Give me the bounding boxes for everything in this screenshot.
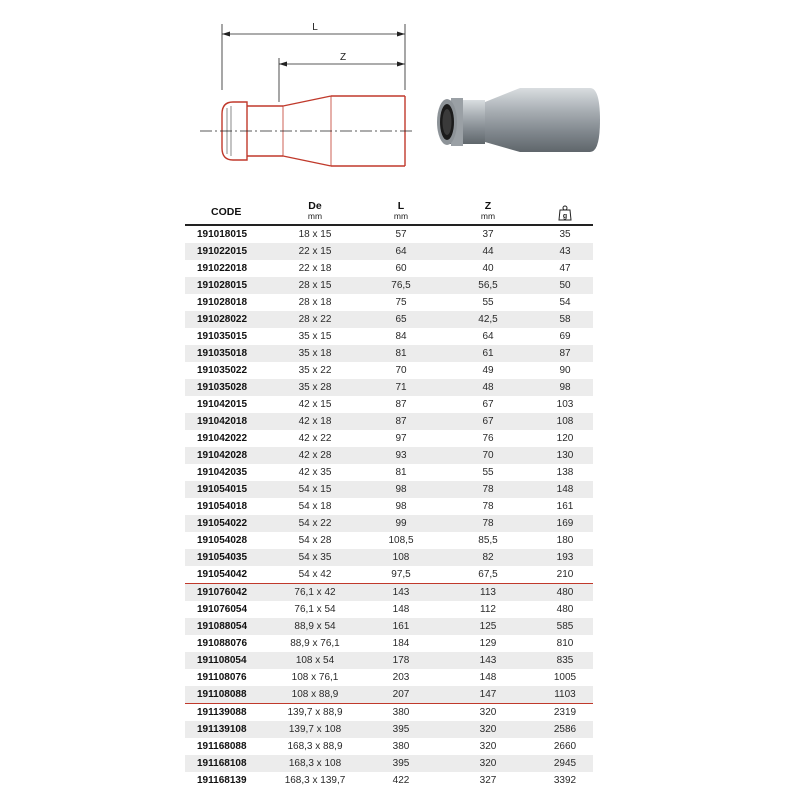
cell-code: 191028022: [185, 311, 267, 328]
cell-de: 22 x 18: [298, 263, 332, 274]
table-row: [185, 601, 593, 618]
cell-l: 70: [395, 365, 407, 376]
table-row: [185, 362, 593, 379]
cell-z: 113: [439, 584, 537, 602]
cell-l: 71: [363, 379, 439, 396]
cell-code: 191054035: [185, 549, 267, 566]
technical-drawing: [195, 18, 415, 178]
cell-de: 54 x 15: [267, 481, 363, 498]
cell-code: 191022015: [185, 243, 267, 260]
cell-z: 76: [482, 433, 494, 444]
cell-z: 320: [439, 755, 537, 772]
cell-z: 48: [439, 379, 537, 396]
cell-de: 35 x 28: [267, 379, 363, 396]
cell-weight: 810: [556, 638, 574, 649]
cell-z: 327: [479, 775, 497, 786]
cell-code: 191035018: [185, 345, 267, 362]
cell-de: 88,9 x 54: [267, 618, 363, 635]
cell-z: 42,5: [439, 311, 537, 328]
table-row: [185, 669, 593, 686]
table-row: [185, 481, 593, 498]
cell-code: 191088054: [185, 618, 267, 635]
cell-l: 81: [363, 345, 439, 362]
cell-z: 78: [439, 481, 537, 498]
cell-de: 76,1 x 54: [294, 604, 336, 615]
cell-weight: 2945: [537, 755, 593, 772]
table-row: [185, 635, 593, 652]
cell-de: 35 x 15: [298, 331, 332, 342]
cell-weight: 87: [537, 345, 593, 362]
cell-l: 84: [395, 331, 407, 342]
cell-weight: 585: [537, 618, 593, 635]
cell-z: 67,5: [478, 569, 498, 580]
cell-l: 395: [363, 755, 439, 772]
cell-z: 147: [439, 686, 537, 704]
cell-l: 97,5: [391, 569, 411, 580]
cell-de: 54 x 35: [267, 549, 363, 566]
cell-code: 191042018: [185, 413, 267, 430]
cell-de: 54 x 22: [267, 515, 363, 532]
cell-z: 82: [439, 549, 537, 566]
cell-de: 54 x 42: [298, 569, 332, 580]
cell-code: 191168088: [197, 741, 247, 752]
cell-z: 67: [439, 413, 537, 430]
cell-z: 78: [439, 515, 537, 532]
table-row: [185, 277, 593, 294]
table-row: [185, 532, 593, 549]
cell-weight: 1005: [553, 672, 577, 683]
cell-z: 125: [439, 618, 537, 635]
table-row: [185, 447, 593, 464]
table-row: [185, 379, 593, 396]
table-body: [185, 225, 593, 789]
cell-code: 191042015: [197, 399, 248, 410]
cell-de: 168,3 x 139,7: [284, 775, 346, 786]
dimensions-table: [185, 190, 593, 789]
table-row: [185, 772, 593, 789]
cell-code: 191042035: [197, 467, 248, 478]
cell-weight: 98: [537, 379, 593, 396]
cell-z: 143: [439, 652, 537, 669]
cell-weight: 47: [559, 263, 571, 274]
cell-l: 380: [392, 741, 410, 752]
cell-de: 54 x 28: [298, 535, 332, 546]
cell-l: 98: [395, 501, 407, 512]
reducer-drawing-svg: [195, 18, 415, 178]
cell-weight: 35: [559, 229, 571, 240]
table-row: [185, 721, 593, 738]
header-weight: [537, 190, 593, 225]
cell-code: 191108088: [185, 686, 267, 704]
cell-z: 56,5: [439, 277, 537, 294]
cell-de: 42 x 28: [267, 447, 363, 464]
cell-l: 60: [395, 263, 407, 274]
cell-z: 40: [482, 263, 494, 274]
cell-z: 320: [479, 741, 497, 752]
table-row: [185, 396, 593, 413]
table-header-row: [185, 190, 593, 225]
table-row: [185, 260, 593, 277]
cell-de: 108 x 76,1: [291, 672, 339, 683]
table-row: [185, 498, 593, 515]
header-l: L mm: [363, 190, 439, 225]
cell-code: 191035015: [197, 331, 248, 342]
cell-weight: 58: [537, 311, 593, 328]
cell-weight: 2660: [553, 741, 577, 752]
cell-de: 22 x 15: [267, 243, 363, 260]
cell-l: 98: [363, 481, 439, 498]
cell-l: 87: [395, 399, 407, 410]
cell-de: 18 x 15: [298, 229, 332, 240]
cell-z: 67: [482, 399, 494, 410]
dimensions-table-container: [185, 190, 593, 789]
table-row: [185, 311, 593, 328]
cell-code: 191139108: [185, 721, 267, 738]
cell-de: 108 x 54: [267, 652, 363, 669]
cell-code: 191018015: [197, 229, 248, 240]
table-row: [185, 704, 593, 722]
cell-code: 191035028: [185, 379, 267, 396]
cell-weight: 180: [556, 535, 574, 546]
cell-l: 81: [395, 467, 407, 478]
cell-l: 108,5: [388, 535, 414, 546]
cell-l: 143: [363, 584, 439, 602]
cell-weight: 480: [556, 604, 574, 615]
cell-weight: 43: [537, 243, 593, 260]
cell-weight: 69: [559, 331, 571, 342]
cell-code: 191054015: [185, 481, 267, 498]
cell-weight: 103: [556, 399, 574, 410]
cell-weight: 120: [556, 433, 574, 444]
cell-weight: 148: [537, 481, 593, 498]
cell-de: 42 x 22: [298, 433, 332, 444]
cell-l: 380: [363, 704, 439, 722]
cell-z: 55: [482, 297, 494, 308]
cell-weight: 835: [537, 652, 593, 669]
cell-code: 191022018: [197, 263, 248, 274]
table-row: [185, 225, 593, 243]
table-row: [185, 328, 593, 345]
cell-weight: 193: [537, 549, 593, 566]
cell-l: 203: [392, 672, 410, 683]
cell-code: 191108054: [185, 652, 267, 669]
dimension-z-label: Z: [339, 52, 347, 63]
cell-de: 88,9 x 76,1: [290, 638, 340, 649]
table-row: [185, 652, 593, 669]
cell-z: 320: [439, 704, 537, 722]
cell-l: 97: [395, 433, 407, 444]
dimension-l-label: L: [312, 22, 318, 33]
cell-code: 191042028: [185, 447, 267, 464]
table-row: [185, 515, 593, 532]
cell-weight: 130: [537, 447, 593, 464]
cell-de: 42 x 35: [298, 467, 332, 478]
table-row: [185, 755, 593, 772]
cell-z: 49: [482, 365, 494, 376]
cell-l: 65: [363, 311, 439, 328]
cell-code: 191076054: [197, 604, 248, 615]
table-row: [185, 243, 593, 260]
cell-de: 35 x 18: [267, 345, 363, 362]
table-row: [185, 549, 593, 566]
cell-code: 191054022: [185, 515, 267, 532]
cell-code: 191042022: [197, 433, 248, 444]
cell-z: 320: [439, 721, 537, 738]
cell-l: 93: [363, 447, 439, 464]
cell-l: 75: [395, 297, 407, 308]
cell-l: 148: [392, 604, 410, 615]
cell-weight: 3392: [553, 775, 577, 786]
cell-l: 99: [363, 515, 439, 532]
cell-z: 148: [479, 672, 497, 683]
cell-code: 191035022: [197, 365, 248, 376]
cell-code: 191088076: [197, 638, 248, 649]
table-row: [185, 618, 593, 635]
cell-z: 78: [482, 501, 494, 512]
cell-z: 64: [482, 331, 494, 342]
table-row: [185, 294, 593, 311]
cell-code: 191028018: [197, 297, 248, 308]
cell-code: 191139088: [185, 704, 267, 722]
cell-z: 55: [482, 467, 494, 478]
table-row: [185, 686, 593, 704]
cell-z: 112: [480, 604, 496, 615]
cell-weight: 108: [537, 413, 593, 430]
weight-unit-label: g: [562, 213, 568, 220]
cell-l: 161: [363, 618, 439, 635]
cell-weight: 169: [537, 515, 593, 532]
cell-l: 178: [363, 652, 439, 669]
cell-l: 207: [363, 686, 439, 704]
cell-weight: 138: [556, 467, 574, 478]
cell-de: 28 x 18: [298, 297, 332, 308]
cell-l: 184: [392, 638, 410, 649]
cell-l: 108: [363, 549, 439, 566]
cell-z: 61: [439, 345, 537, 362]
cell-code: 191108076: [197, 672, 247, 683]
header-de: De mm: [267, 190, 363, 225]
cell-z: 129: [479, 638, 497, 649]
cell-weight: 2319: [537, 704, 593, 722]
cell-z: 37: [482, 229, 494, 240]
product-photo: [425, 80, 605, 190]
table-row: [185, 430, 593, 447]
table-row: [185, 345, 593, 362]
cell-code: 191054042: [197, 569, 248, 580]
weight-icon: [558, 205, 572, 221]
cell-code: 191054028: [197, 535, 248, 546]
cell-z: 85,5: [478, 535, 498, 546]
cell-l: 64: [363, 243, 439, 260]
cell-weight: 161: [556, 501, 574, 512]
cell-weight: 50: [537, 277, 593, 294]
cell-de: 42 x 18: [267, 413, 363, 430]
cell-de: 28 x 22: [267, 311, 363, 328]
cell-l: 57: [395, 229, 407, 240]
cell-weight: 54: [559, 297, 571, 308]
cell-weight: 210: [556, 569, 574, 580]
table-row: [185, 738, 593, 755]
cell-de: 28 x 15: [267, 277, 363, 294]
table-row: [185, 566, 593, 584]
header-code: CODE: [185, 190, 267, 225]
cell-de: 42 x 15: [298, 399, 332, 410]
cell-l: 87: [363, 413, 439, 430]
cell-de: 168,3 x 108: [267, 755, 363, 772]
cell-z: 70: [439, 447, 537, 464]
cell-z: 44: [439, 243, 537, 260]
cell-code: 191168108: [185, 755, 267, 772]
cell-de: 35 x 22: [298, 365, 332, 376]
cell-de: 108 x 88,9: [267, 686, 363, 704]
table-row: [185, 413, 593, 430]
cell-de: 76,1 x 42: [267, 584, 363, 602]
cell-l: 395: [363, 721, 439, 738]
cell-l: 76,5: [363, 277, 439, 294]
cell-weight: 90: [559, 365, 571, 376]
cell-code: 191054018: [197, 501, 248, 512]
cell-weight: 2586: [537, 721, 593, 738]
cell-weight: 480: [537, 584, 593, 602]
cell-weight: 1103: [537, 686, 593, 704]
cell-code: 191168139: [197, 775, 247, 786]
cell-de: 139,7 x 88,9: [267, 704, 363, 722]
table-row: [185, 464, 593, 481]
header-z: Z mm: [439, 190, 537, 225]
cell-de: 168,3 x 88,9: [287, 741, 343, 752]
cell-de: 54 x 18: [298, 501, 332, 512]
cell-de: 139,7 x 108: [267, 721, 363, 738]
cell-code: 191028015: [185, 277, 267, 294]
cell-l: 422: [392, 775, 410, 786]
cell-code: 191076042: [185, 584, 267, 602]
table-row: [185, 584, 593, 602]
reducer-photo-svg: [425, 80, 605, 190]
